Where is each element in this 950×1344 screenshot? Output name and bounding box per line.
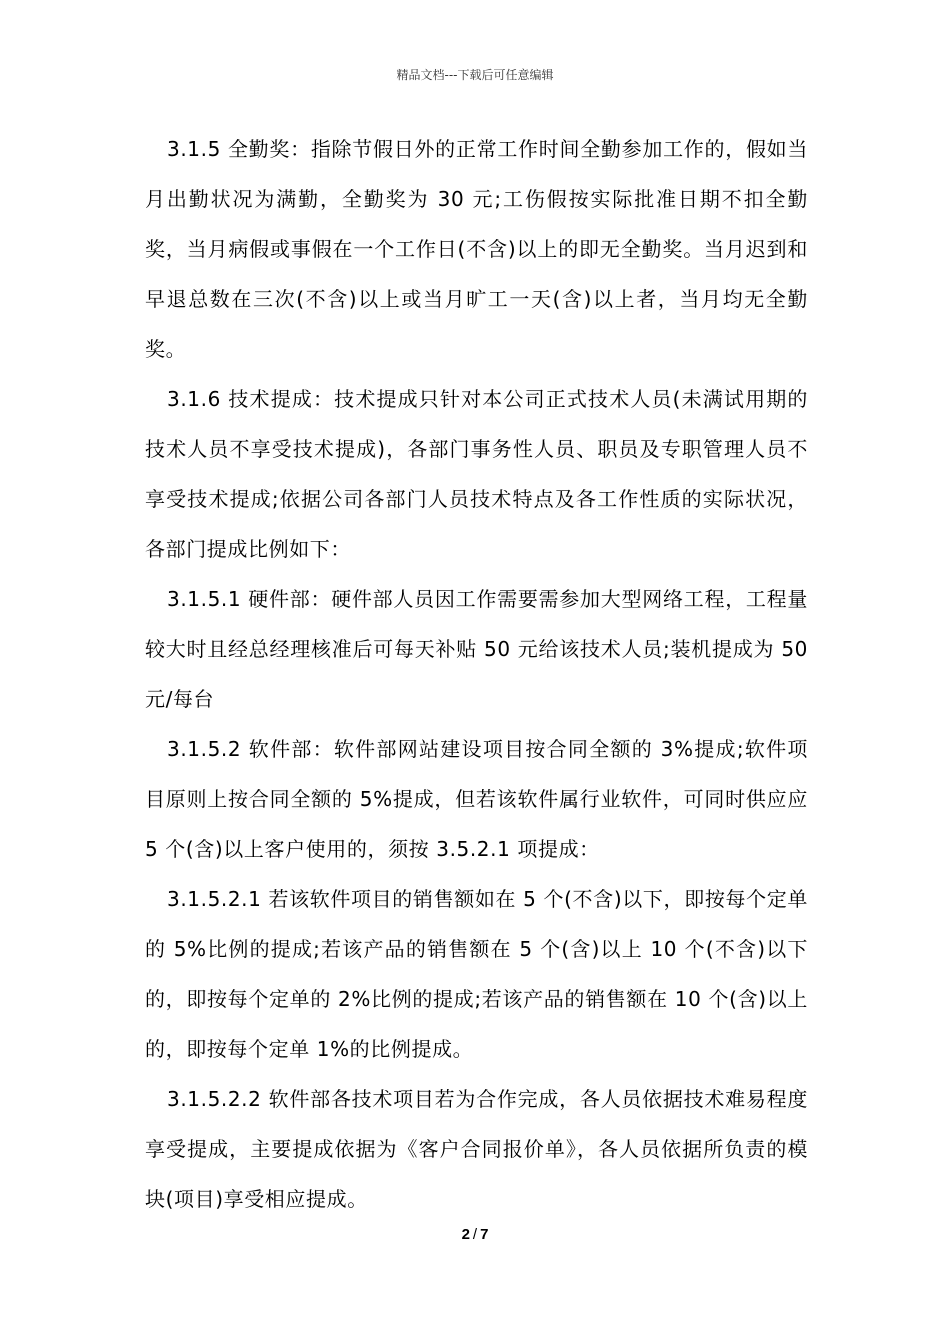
total-page-number: 7 bbox=[480, 1226, 489, 1243]
paragraph-3-1-5-2-2: 3.1.5.2.2 软件部各技术项目若为合作完成，各人员依据技术难易程度享受提成，主要提成依据为《客户合同报价单》，各人员依据所负责的模块(项目)享受相应提成。 bbox=[145, 1087, 808, 1211]
current-page-number: 2 bbox=[461, 1226, 470, 1243]
paragraph-3-1-5-2-1: 3.1.5.2.1 若该软件项目的销售额如在 5 个(不含)以下，即按每个定单的 5%比例的提成;若该产品的销售额在 5 个(含)以上 10 个(不含)以下的，即按每个定单的 2%比例的提成;若该产品的销售额在 10 个(含)以上的，即按每个定单 1%的比例提成。 bbox=[145, 887, 808, 1061]
page-separator: / bbox=[472, 1226, 478, 1243]
page-number bbox=[0, 1226, 950, 1243]
paragraph-3-1-6: 3.1.6 技术提成：技术提成只针对本公司正式技术人员(未满试用期的技术人员不享受技术提成)，各部门事务性人员、职员及专职管理人员不享受技术提成;依据公司各部门人员技术特点及各工作性质的实际状况，各部门提成比例如下： bbox=[145, 387, 809, 561]
page-header: 精品文档---下载后可任意编辑 bbox=[396, 68, 554, 82]
document-body bbox=[145, 124, 808, 1224]
paragraph-3-1-5: 3.1.5 全勤奖：指除节假日外的正常工作时间全勤参加工作的，假如当月出勤状况为满勤，全勤奖为 30 元;工伤假按实际批准日期不扣全勤奖，当月病假或事假在一个工作日(不含)以上的即无全勤奖。当月迟到和早退总数在三次(不含)以上或当月旷工一天(含)以上者，当月均无全勤奖。 bbox=[145, 137, 808, 361]
paragraph-3-1-5-2: 3.1.5.2 软件部：软件部网站建设项目按合同全额的 3%提成;软件项目原则上按合同全额的 5%提成，但若该软件属行业软件，可同时供应应 5 个(含)以上客户使用的，须按 3.5.2.1 项提成： bbox=[145, 737, 808, 861]
paragraph-3-1-5-1: 3.1.5.1 硬件部：硬件部人员因工作需要需参加大型网络工程，工程量较大时且经总经理核准后可每天补贴 50 元给该技术人员;装机提成为 50 元/每台 bbox=[145, 587, 808, 711]
